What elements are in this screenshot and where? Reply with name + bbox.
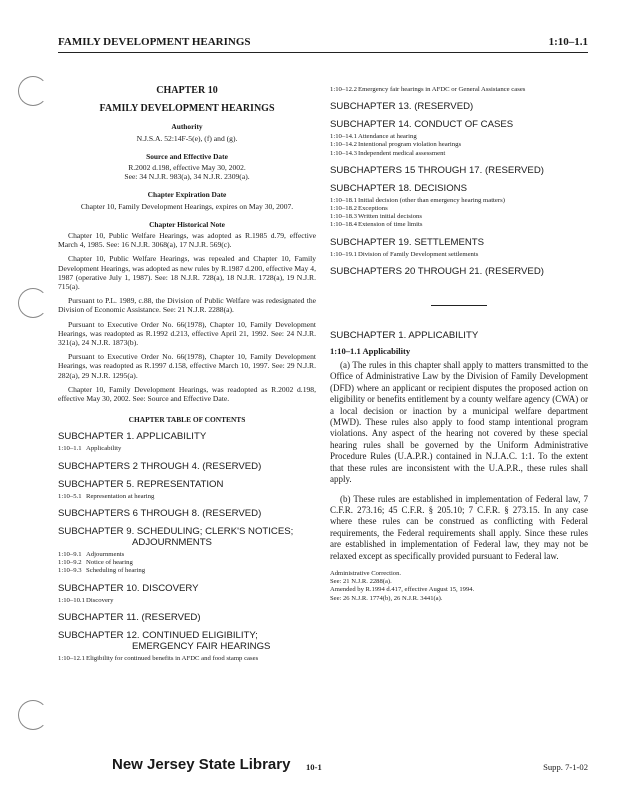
right-column: [330, 86, 588, 603]
chapter-label: CHAPTER 10: [156, 85, 218, 96]
supplement-date: Supp. 7-1-02: [543, 762, 588, 772]
toc-item-title: Written initial decisions: [358, 213, 422, 221]
expiration-text: Chapter 10, Family Development Hearings, expires on May 30, 2007.: [80, 201, 294, 211]
toc-item: [58, 493, 316, 501]
paragraph-b: (b) These rules are established in implementation of Federal law, 7 C.F.R. 273.16; 45 C.F.R. § 205.10; 7 C.F.R. § 273.15. In any case where these rules can be construed as conflicting with Federal requirements, the Federal requirements shall apply. Since these rules are established in implementation of Federal law, they may not be relaxed except as specifically provided pursuant to Federal law.: [330, 493, 588, 561]
historical-note-heading: Chapter Historical Note: [149, 219, 225, 229]
punch-hole-mark: [18, 76, 48, 106]
body-subchapter-heading: SUBCHAPTER 1. APPLICABILITY: [330, 329, 479, 341]
toc-item-title: Independent medical assessment: [358, 149, 446, 157]
toc-subchapter: SUBCHAPTER 12. CONTINUED ELIGIBILITY; EMERGENCY FAIR HEARINGS: [58, 629, 271, 652]
history-notes: [330, 570, 588, 603]
header-title: FAMILY DEVELOPMENT HEARINGS: [58, 36, 251, 48]
toc-item: [330, 150, 588, 158]
library-stamp: New Jersey State Library: [112, 756, 291, 773]
running-header: [58, 36, 588, 53]
historical-paragraph: Pursuant to P.L. 1989, c.88, the Division of Public Welfare was redesignated the Division of Economic Assistance. See: 21 N.J.R. 2288(a).: [58, 296, 316, 315]
toc-item-number: 1:10–10.1: [58, 596, 85, 604]
toc-item-title: Extension of time limits: [358, 221, 423, 229]
toc-item-number: 1:10–9.3: [58, 567, 82, 575]
toc-item: [58, 445, 316, 453]
toc-item: [330, 251, 588, 259]
history-note-line: See: 21 N.J.R. 2288(a).: [330, 578, 392, 586]
toc-subchapter: SUBCHAPTER 18. DECISIONS: [330, 182, 468, 194]
toc-item-number: 1:10–12.1: [58, 654, 85, 662]
toc-item-title: Applicability: [86, 445, 122, 453]
historical-paragraph: Chapter 10, Family Development Hearings, was readopted as R.2002 d.198, effective May 30, 2002. See: Source and Effective Date.: [58, 384, 316, 404]
toc-item-number: 1:10–18.1: [330, 196, 357, 204]
toc-item-number: 1:10–9.1: [58, 550, 82, 558]
toc-subchapter: SUBCHAPTERS 6 THROUGH 8. (RESERVED): [58, 507, 262, 519]
toc-item: [330, 133, 588, 141]
toc-item: [58, 655, 316, 663]
toc-item-title: Exceptions: [358, 205, 388, 213]
toc-subchapter: SUBCHAPTERS 20 THROUGH 21. (RESERVED): [330, 265, 544, 277]
toc-item-title: Representation at hearing: [86, 492, 155, 500]
history-note-line: Administrative Correction.: [330, 569, 402, 577]
chapter-title: FAMILY DEVELOPMENT HEARINGS: [99, 103, 275, 115]
toc-item: [330, 197, 588, 205]
toc-item: [330, 221, 588, 229]
expiration-heading: Chapter Expiration Date: [147, 190, 227, 200]
toc-subchapter: SUBCHAPTER 5. REPRESENTATION: [58, 478, 224, 490]
toc-right: [330, 86, 588, 277]
toc-item-number: 1:10–12.2: [330, 86, 357, 93]
history-note-line: See: 26 N.J.R. 1774(b), 26 N.J.R. 3441(a).: [330, 594, 443, 602]
toc-subchapter: SUBCHAPTER 19. SETTLEMENTS: [330, 236, 485, 248]
toc-subchapter: SUBCHAPTERS 2 THROUGH 4. (RESERVED): [58, 460, 262, 472]
toc-item-title: Division of Family Development settlements: [358, 250, 479, 258]
toc-item-title: Discovery: [86, 596, 114, 604]
toc-item-number: 1:10–14.2: [330, 141, 357, 149]
toc-item-number: 1:10–18.2: [330, 205, 357, 213]
toc-item-title: Adjournments: [86, 550, 125, 558]
historical-note: [58, 231, 316, 403]
historical-paragraph: Chapter 10, Public Welfare Hearings, was adopted as R.1985 d.79, effective March 4, 1985. See: 16 N.J.R. 3068(a), 17 N.J.R. 569(c).: [58, 231, 316, 250]
toc-item: [330, 86, 588, 94]
punch-hole-mark: [18, 700, 48, 730]
toc-item: [330, 141, 588, 149]
toc-item-number: 1:10–19.1: [330, 250, 357, 258]
left-column: [58, 86, 316, 663]
toc-subchapter: SUBCHAPTERS 15 THROUGH 17. (RESERVED): [330, 164, 544, 176]
toc-subchapter: SUBCHAPTER 13. (RESERVED): [330, 101, 474, 113]
toc-subchapter: SUBCHAPTER 10. DISCOVERY: [58, 582, 199, 594]
authority-text: N.J.S.A. 52:14F-5(e), (f) and (g).: [136, 133, 238, 143]
toc-item: [58, 559, 316, 567]
toc-item-title: Notice of hearing: [86, 559, 133, 567]
toc-item: [330, 213, 588, 221]
toc-subchapter: SUBCHAPTER 9. SCHEDULING; CLERK'S NOTICES; ADJOURNMENTS: [58, 525, 294, 548]
toc-item-number: 1:10–14.3: [330, 149, 357, 157]
toc-item-number: 1:10–9.2: [58, 559, 82, 567]
section-heading: 1:10–1.1 Applicability: [330, 345, 411, 356]
toc-subchapter: SUBCHAPTER 14. CONDUCT OF CASES: [330, 119, 514, 131]
toc-subchapter: SUBCHAPTER 1. APPLICABILITY: [58, 431, 207, 443]
history-note-line: Amended by R.1994 d.417, effective August 15, 1994.: [330, 586, 475, 594]
divider-rule: [431, 305, 487, 306]
toc-subchapter: SUBCHAPTER 11. (RESERVED): [58, 611, 201, 623]
toc-item-number: 1:10–5.1: [58, 492, 82, 500]
toc-item-number: 1:10–1.1: [58, 445, 82, 453]
toc-item: [58, 597, 316, 605]
historical-paragraph: Pursuant to Executive Order No. 66(1978), Chapter 10, Family Development Hearings, was readopted as R.1992 d.213, effective April 21, 1992. See: 24 N.J.R. 321(a), 24 N.J.R. 1873(b).: [58, 319, 316, 348]
toc-item-title: Eligibility for continued benefits in AFDC and food stamp cases: [86, 654, 259, 662]
page-number: 10-1: [306, 762, 322, 772]
toc-item-title: Intentional program violation hearings: [358, 141, 462, 149]
toc-item-number: 1:10–18.3: [330, 213, 357, 221]
header-section-number: 1:10–1.1: [548, 36, 588, 48]
toc-item-number: 1:10–18.4: [330, 221, 357, 229]
toc-heading: CHAPTER TABLE OF CONTENTS: [128, 415, 246, 425]
toc-item: [58, 551, 316, 559]
toc-item-title: Initial decision (other than emergency hearing matters): [358, 196, 505, 204]
toc-item-number: 1:10–14.1: [330, 133, 357, 141]
paragraph-a: (a) The rules in this chapter shall apply to matters transmitted to the Office of Administrative Law by the Division of Family Development (DFD) where an applicant or recipient disputes the proposed action on eligibility or benefits entitlement by a county welfare agency (CWA) or a local decision or inaction by a municipal welfare department (MWD). These rules also apply to food stamp intentional program violations. Any aspect of the hearing not covered by these special hearing rules shall be governed by the Uniform Administrative Procedure Rules (U.A.P.R.) contained in N.J.A.C. 1:1. To the extent that these rules are inconsistent with the U.A.P.R., these rules shall apply.: [330, 360, 588, 485]
toc-item: [58, 567, 316, 575]
toc-left: [58, 431, 316, 662]
punch-hole-mark: [18, 288, 48, 318]
authority-heading: Authority: [171, 122, 203, 132]
toc-item-title: Emergency fair hearings in AFDC or General Assistance cases: [358, 86, 526, 93]
historical-paragraph: Chapter 10, Public Welfare Hearings, was repealed and Chapter 10, Family Development Hearings, was adopted as new rules by R.1987 d.200, effective May 4, 1987 (operative July 1, 1987). See: 18 N.J.R. 728(a), 18 N.J.R. 1728(a), 19 N.J.R. 715(a).: [58, 254, 316, 292]
toc-item-title: Attendance at hearing: [358, 133, 417, 141]
toc-item-title: Scheduling of hearing: [86, 567, 146, 575]
historical-paragraph: Pursuant to Executive Order No. 66(1978), Chapter 10, Family Development Hearings, was readopted as R.1997 d.158, effective March 10, 1997. See: 29 N.J.R. 282(a), 29 N.J.R. 1295(a).: [58, 352, 316, 380]
toc-item: [330, 205, 588, 213]
source-heading: Source and Effective Date: [146, 151, 228, 161]
source-text: R.2002 d.198, effective May 30, 2002. See: 34 N.J.R. 983(a), 34 N.J.R. 2309(a).: [124, 163, 250, 182]
